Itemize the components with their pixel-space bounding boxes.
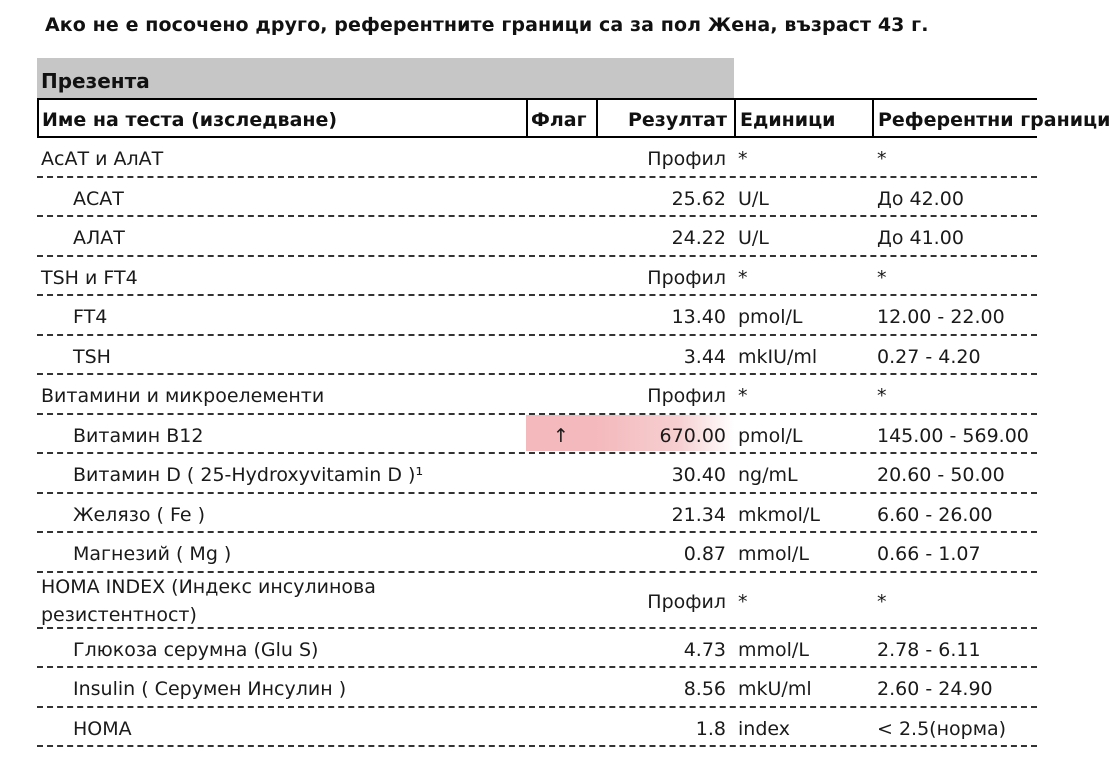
units-value: mkIU/ml <box>738 345 818 368</box>
column-header-flag: Флаг <box>526 100 596 136</box>
reference-range: * <box>877 266 887 289</box>
test-name: HOMA INDEX (Индекс инсулинова резистентност) <box>41 575 376 626</box>
test-name: АЛАТ <box>73 227 125 249</box>
results-table <box>37 138 1037 747</box>
units-value: ng/mL <box>738 464 798 486</box>
table-row <box>37 178 1037 218</box>
flag-cell <box>526 708 596 744</box>
test-name: HOMA <box>73 717 132 740</box>
flag-cell <box>526 178 596 214</box>
column-header-name: Име на теста (изследване) <box>37 100 526 136</box>
units-value: mmol/L <box>738 543 809 565</box>
table-row <box>37 708 1037 748</box>
table-row <box>37 494 1037 534</box>
units-value: * <box>738 266 748 289</box>
result-value: 25.62 <box>671 187 726 210</box>
result-value: 24.22 <box>671 227 726 249</box>
test-name: Магнезий ( Mg ) <box>73 543 232 565</box>
reference-range: * <box>877 148 887 170</box>
reference-range: 2.78 - 6.11 <box>877 638 981 661</box>
units-value: * <box>738 590 748 613</box>
test-name: TSH и FT4 <box>41 266 138 289</box>
units-value: * <box>738 385 748 407</box>
result-value: 670.00 <box>659 424 726 447</box>
reference-range: < 2.5(норма) <box>877 717 1007 740</box>
result-value: Профил <box>647 266 726 289</box>
table-row <box>37 454 1037 494</box>
result-value: 1.8 <box>695 717 726 740</box>
column-header-result: Резултат <box>596 100 735 136</box>
test-name: Витамини и микроелементи <box>41 385 325 407</box>
table-row <box>37 533 1037 573</box>
test-name: Глюкоза серумна (Glu S) <box>73 638 319 661</box>
table-row <box>37 573 1037 629</box>
result-value: 8.56 <box>683 678 726 700</box>
result-value: 30.40 <box>671 464 726 486</box>
flag-cell <box>526 257 596 293</box>
flag-cell <box>526 629 596 665</box>
units-value: * <box>738 148 748 170</box>
flag-cell <box>526 336 596 372</box>
reference-range: До 42.00 <box>877 187 964 210</box>
table-row <box>37 296 1037 336</box>
table-row <box>37 217 1037 257</box>
table-row <box>37 629 1037 669</box>
table-row <box>37 668 1037 708</box>
flag-cell <box>526 375 596 411</box>
units-value: index <box>738 717 790 740</box>
units-value: pmol/L <box>738 424 803 447</box>
units-value: pmol/L <box>738 306 803 328</box>
reference-range: 2.60 - 24.90 <box>877 678 993 700</box>
test-name: Insulin ( Серумен Инсулин ) <box>73 678 347 700</box>
result-value: Профил <box>647 590 726 613</box>
reference-range: * <box>877 590 887 613</box>
test-name: АсАТ и АлАТ <box>41 148 164 170</box>
units-value: mkmol/L <box>738 503 820 526</box>
flag-cell <box>526 296 596 332</box>
reference-notice: Ако не е посочено друго, референтните граници са за пол Жена, възраст 43 г. <box>45 14 929 36</box>
flag-cell <box>526 573 596 609</box>
column-header-units: Единици <box>734 100 873 136</box>
test-name: Витамин D ( 25-Hydroxyvitamin D )¹ <box>73 464 424 486</box>
reference-range: * <box>877 385 887 407</box>
flag-cell <box>526 494 596 530</box>
units-value: U/L <box>738 227 769 249</box>
flag-cell <box>526 454 596 490</box>
reference-range: 0.27 - 4.20 <box>877 345 981 368</box>
result-value: 4.73 <box>683 638 726 661</box>
test-name: TSH <box>73 345 111 368</box>
reference-range: 12.00 - 22.00 <box>877 306 1005 328</box>
result-value: 21.34 <box>671 503 726 526</box>
flag-cell <box>526 668 596 704</box>
flag-cell <box>526 138 596 174</box>
table-row <box>37 257 1037 297</box>
flag-cell <box>526 217 596 253</box>
test-name: FT4 <box>73 306 108 328</box>
reference-range: 20.60 - 50.00 <box>877 464 1005 486</box>
reference-range: 0.66 - 1.07 <box>877 543 981 565</box>
test-name: АСАТ <box>73 187 124 210</box>
result-value: Профил <box>647 148 726 170</box>
test-name: Желязо ( Fe ) <box>73 503 205 526</box>
result-value: 0.87 <box>683 543 726 565</box>
column-header-reference: Референтни граници <box>872 100 1072 136</box>
units-value: mmol/L <box>738 638 809 661</box>
result-value: 3.44 <box>683 345 726 368</box>
reference-range: До 41.00 <box>877 227 964 249</box>
result-value: 13.40 <box>671 306 726 328</box>
result-value: Профил <box>647 385 726 407</box>
table-row <box>37 138 1037 178</box>
section-title: Презента <box>37 58 734 98</box>
reference-range: 6.60 - 26.00 <box>877 503 993 526</box>
table-row-flagged <box>37 415 1037 455</box>
units-value: U/L <box>738 187 769 210</box>
table-row <box>37 375 1037 415</box>
reference-range: 145.00 - 569.00 <box>877 424 1029 447</box>
high-flag-icon: ↑ <box>526 415 596 451</box>
table-row <box>37 336 1037 376</box>
units-value: mkU/ml <box>738 678 812 700</box>
test-name: Витамин B12 <box>73 424 204 447</box>
table-header <box>37 98 1110 138</box>
flag-cell <box>526 533 596 569</box>
